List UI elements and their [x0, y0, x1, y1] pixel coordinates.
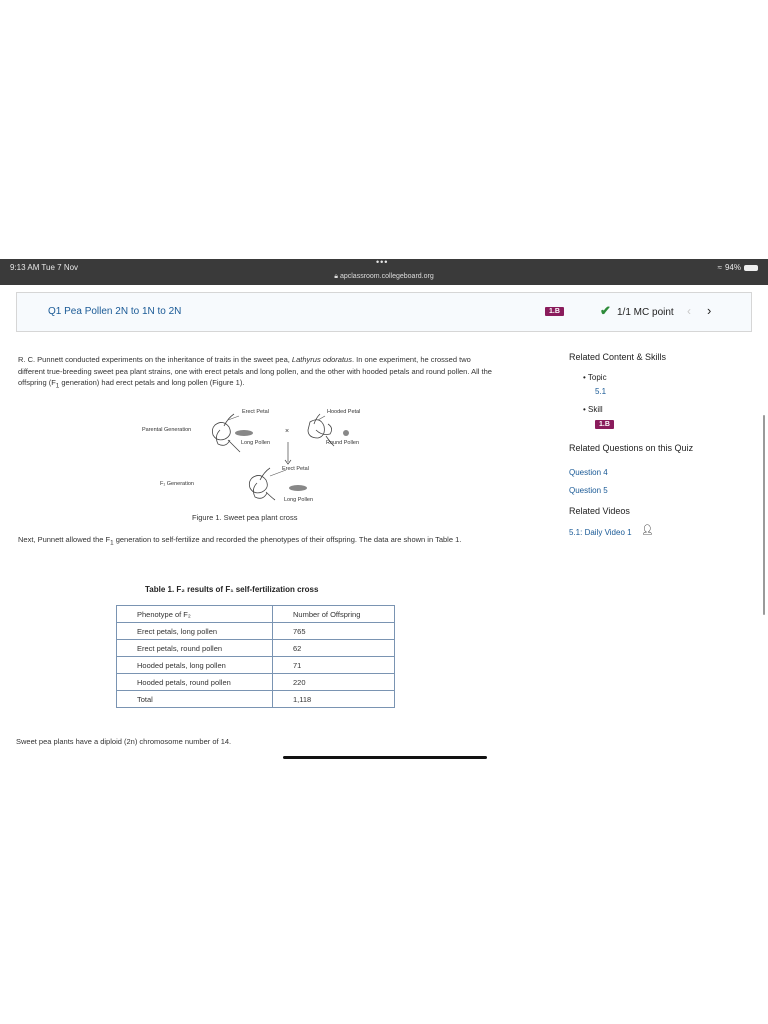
table-header-row — [117, 606, 395, 623]
sweet-pea-cross-figure — [120, 400, 390, 530]
table-title: Table 1. F₂ results of F₁ self-fertilization cross — [145, 585, 319, 594]
table-cell: Total — [117, 691, 273, 708]
table-cell: 71 — [273, 657, 395, 674]
table-cell: 62 — [273, 640, 395, 657]
skill-badge[interactable]: 1.B — [545, 307, 564, 316]
round-pollen-shape — [343, 430, 349, 436]
table-cell: 220 — [273, 674, 395, 691]
wifi-icon: ≈ — [717, 263, 722, 272]
round-pollen-label: Round Pollen — [326, 440, 360, 446]
related-questions-heading: Related Questions on this Quiz — [569, 443, 694, 453]
status-bar — [0, 259, 768, 285]
related-content-heading: Related Content & Skills — [569, 352, 667, 362]
long-pollen-shape — [235, 430, 253, 436]
topic-bullet: • Topic — [583, 373, 607, 382]
video-link[interactable]: 5.1: Daily Video 1 — [569, 528, 632, 537]
topic-link[interactable]: 5.1 — [595, 387, 607, 396]
passage-text: generation to self-fertilize and recorded the phenotypes of their offspring. The data are shown in Table 1. — [113, 535, 462, 544]
column-header: Number of Offspring — [273, 606, 395, 623]
passage-paragraph-3: Sweet pea plants have a diploid (2n) chromosome number of 14. — [16, 737, 232, 746]
related-videos-heading: Related Videos — [569, 506, 630, 516]
address-bar[interactable] — [0, 273, 768, 281]
passage-text: generation) had erect petals and long pollen (Figure 1). — [59, 378, 245, 387]
subscript: 1 — [55, 382, 60, 390]
question-5-link[interactable]: Question 5 — [569, 486, 608, 495]
skill-badge-sidebar[interactable]: 1.B — [595, 420, 614, 429]
battery-indicator — [718, 263, 758, 272]
table-cell: Hooded petals, round pollen — [117, 674, 273, 691]
lock-icon: 🔒︎ — [334, 273, 338, 280]
subscript: 1 — [110, 539, 114, 547]
next-question-button[interactable]: › — [707, 303, 712, 318]
figure-caption: Figure 1. Sweet pea plant cross — [192, 513, 298, 522]
battery-icon — [744, 265, 758, 271]
erect-petal-f1-label: Erect Petal — [282, 466, 309, 472]
table-cell: Erect petals, round pollen — [117, 640, 273, 657]
cross-symbol: × — [285, 428, 290, 435]
table-cell: Hooded petals, long pollen — [117, 657, 273, 674]
f1-flower-icon — [249, 468, 275, 500]
table-row — [117, 674, 395, 691]
passage-text: . In one experiment, he crossed two different true-breeding sweet pea plant strains, one with erect petals and long pollen, and the other with hooded petals and round pollen. All the offspring (F — [18, 355, 492, 387]
passage-text: R. C. Punnett conducted experiments on the inheritance of traits in the sweet pea, — [18, 355, 292, 364]
f1-generation-label: F₁ Generation — [160, 481, 194, 487]
long-pollen-label: Long Pollen — [241, 440, 271, 446]
results-table — [116, 605, 395, 708]
figure-drawing — [120, 400, 390, 530]
column-header: Phenotype of F₂ — [117, 606, 273, 623]
passage-paragraph-2 — [18, 534, 498, 549]
table-row — [117, 623, 395, 640]
user-check-icon: 👤︎ — [641, 525, 654, 536]
topic-label: Topic — [587, 373, 607, 382]
skill-bullet: • Skill — [583, 405, 603, 414]
home-indicator[interactable] — [283, 756, 487, 759]
erect-petal-label: Erect Petal — [242, 409, 269, 415]
table-row — [117, 640, 395, 657]
table-row — [117, 657, 395, 674]
species-name: Lathyrus odoratus — [291, 355, 352, 364]
question-header — [16, 292, 752, 332]
long-pollen-f1-label: Long Pollen — [284, 497, 314, 503]
hooded-petal-label: Hooded Petal — [327, 409, 361, 415]
prev-question-button[interactable]: ‹ — [687, 304, 691, 318]
question-4-link[interactable]: Question 4 — [569, 468, 608, 477]
scrollbar[interactable] — [763, 415, 765, 615]
table-cell: Erect petals, long pollen — [117, 623, 273, 640]
passage-text: Next, Punnett allowed the F — [18, 535, 111, 544]
status-time: 9:13 AM Tue 7 Nov — [10, 263, 79, 272]
check-icon: ✔ — [600, 303, 611, 318]
points-label: 1/1 MC point — [617, 307, 674, 318]
parental-generation-label: Parental Generation — [142, 427, 192, 433]
table-cell: 765 — [273, 623, 395, 640]
leader-line — [318, 416, 325, 420]
skill-label: Skill — [588, 405, 603, 414]
passage-paragraph-1 — [18, 354, 498, 392]
long-pollen-f1-shape — [289, 485, 307, 491]
url-text: apclassroom.collegeboard.org — [339, 273, 434, 280]
more-dots-icon[interactable]: ••• — [376, 257, 389, 267]
question-title: Q1 Pea Pollen 2N to 1N to 2N — [48, 306, 182, 317]
table-row — [117, 691, 395, 708]
table-cell: 1,118 — [273, 691, 395, 708]
battery-percent: 94% — [724, 263, 741, 272]
